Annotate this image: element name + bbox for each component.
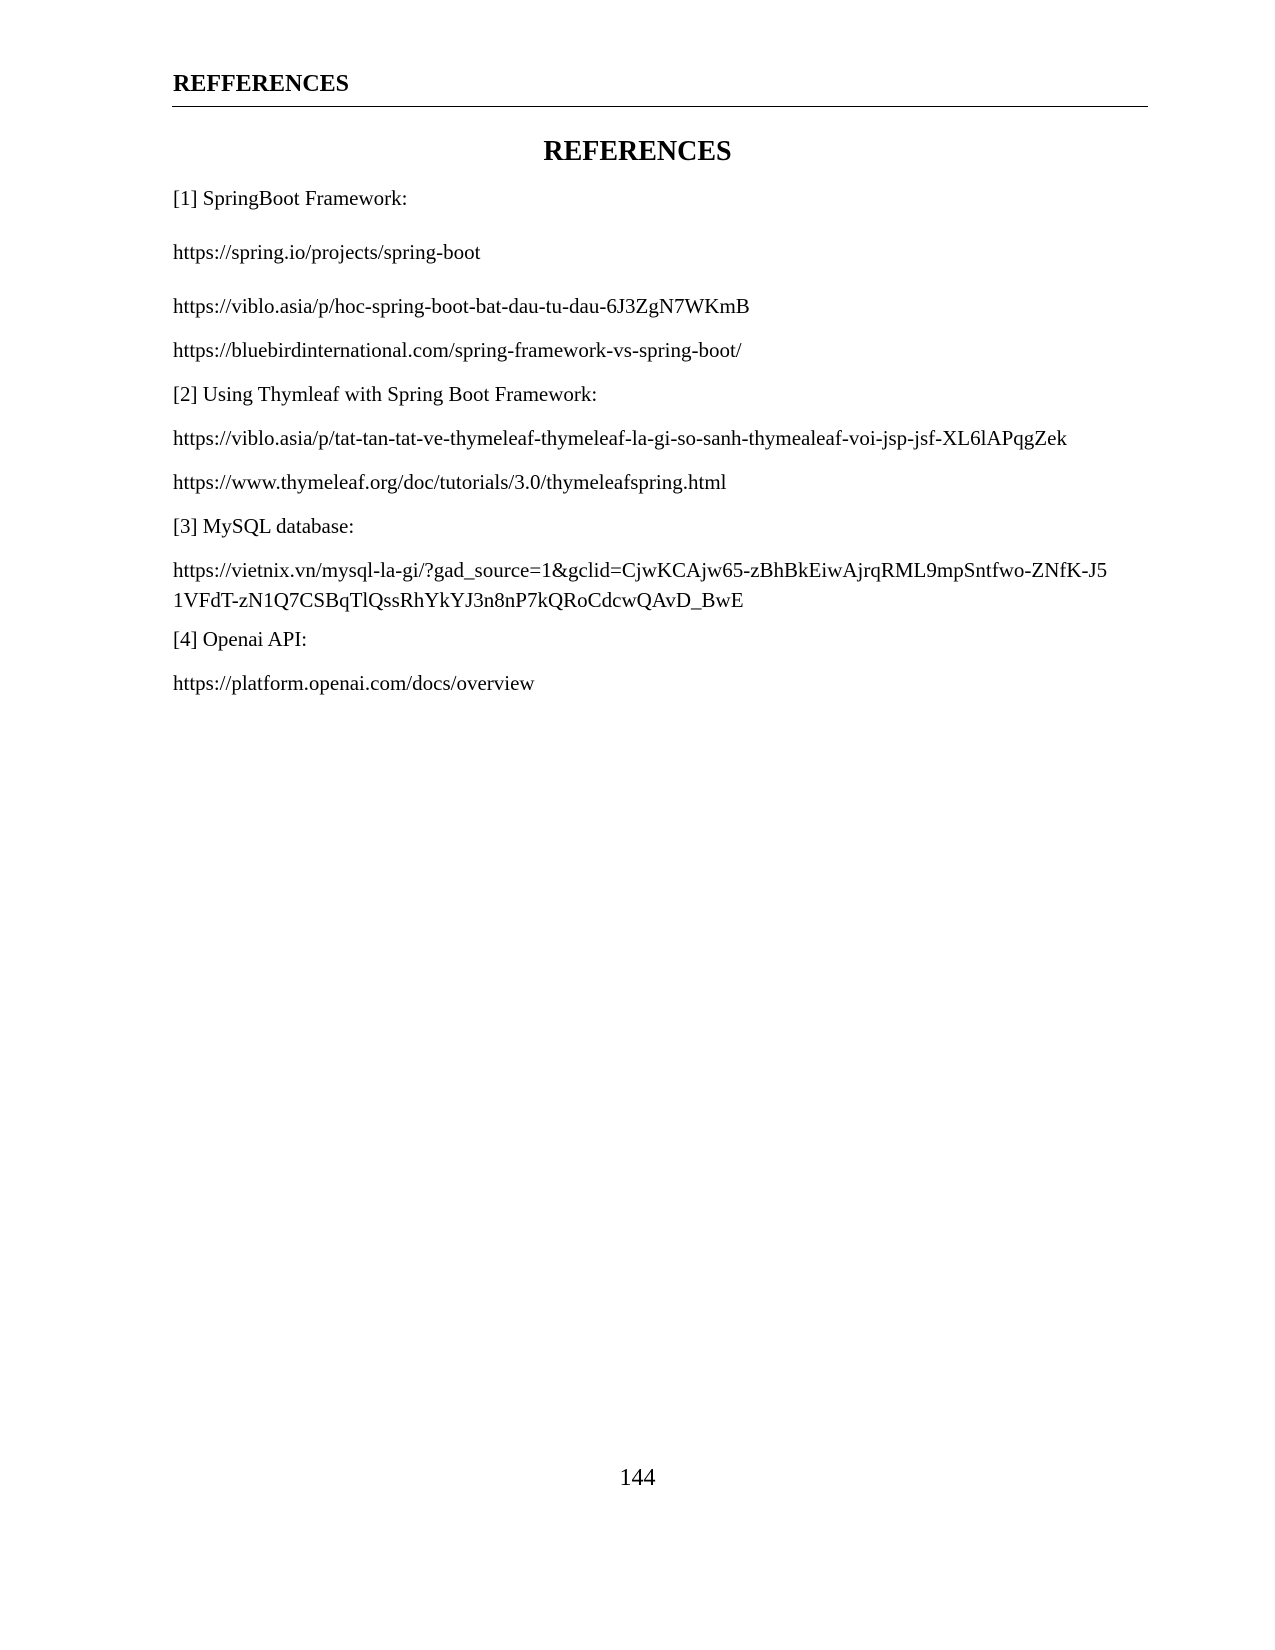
- reference-link[interactable]: https://viblo.asia/p/tat-tan-tat-ve-thymeleaf-thymeleaf-la-gi-so-sanh-thymealeaf-voi-jsp-jsf-XL6lAPqgZek: [173, 426, 1067, 450]
- reference-link[interactable]: https://spring.io/projects/spring-boot: [173, 240, 481, 264]
- page-number: 144: [619, 1465, 656, 1491]
- reference-link[interactable]: https://vietnix.vn/mysql-la-gi/?gad_source=1&gclid=CjwKCAjw65-zBhBkEiwAjrqRML9mpSntfwo-ZNfK-J51VFdT-zN1Q7CSBqTlQssRhYkYJ3n8nP7kQRoCdcwQAvD_BwE: [173, 558, 1108, 612]
- running-header: REFFERENCES: [173, 71, 350, 97]
- reference-link[interactable]: https://platform.openai.com/docs/overview: [173, 671, 535, 695]
- reference-label: [3] MySQL database:: [173, 514, 355, 538]
- page-title: REFERENCES: [543, 136, 732, 167]
- reference-link[interactable]: https://viblo.asia/p/hoc-spring-boot-bat-dau-tu-dau-6J3ZgN7WKmB: [173, 294, 750, 318]
- header-rule: [172, 106, 1148, 107]
- reference-label: [1] SpringBoot Framework:: [173, 186, 408, 210]
- reference-link[interactable]: https://bluebirdinternational.com/spring-framework-vs-spring-boot/: [173, 338, 742, 362]
- reference-link[interactable]: https://www.thymeleaf.org/doc/tutorials/3.0/thymeleafspring.html: [173, 470, 727, 494]
- reference-label: [2] Using Thymleaf with Spring Boot Framework:: [173, 382, 598, 406]
- reference-label: [4] Openai API:: [173, 627, 308, 651]
